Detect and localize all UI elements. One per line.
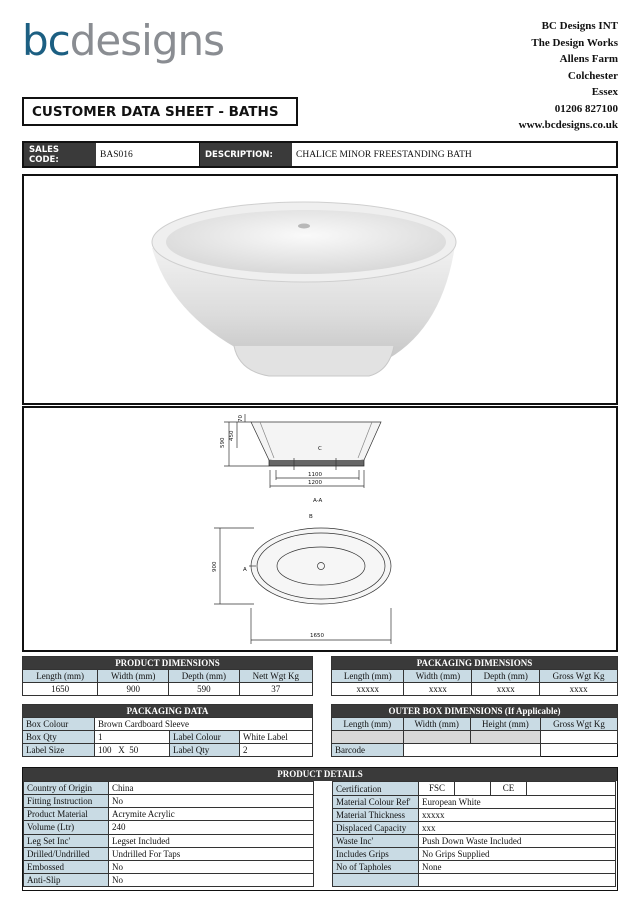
top-view-label: B <box>309 514 313 520</box>
packaging-dimensions-table <box>331 656 618 696</box>
outer-height-cell <box>470 731 540 744</box>
box-colour-label: Box Colour <box>23 718 95 731</box>
header-depth: Depth (mm) <box>472 670 540 683</box>
grips-value: No Grips Supplied <box>419 848 616 861</box>
description-label: DESCRIPTION: <box>200 143 292 166</box>
company-website: www.bcdesigns.co.uk <box>518 119 618 131</box>
packaging-data-table <box>22 704 313 757</box>
header-height: Height (mm) <box>470 718 540 731</box>
header-weight: Gross Wgt Kg <box>541 718 618 731</box>
technical-drawing <box>24 408 616 650</box>
header-weight: Gross Wgt Kg <box>540 670 618 683</box>
country-value: China <box>109 782 314 795</box>
value-width: 900 <box>98 683 169 696</box>
dim-rim-thickness: 70 <box>238 415 244 422</box>
capacity-label: Displaced Capacity <box>333 822 419 835</box>
label-qty-value: 2 <box>240 744 313 757</box>
packaging-data-title: PACKAGING DATA <box>23 705 313 718</box>
value-weight: xxxx <box>540 683 618 696</box>
page-title: CUSTOMER DATA SHEET - BATHS <box>22 97 298 126</box>
antislip-label: Anti-Slip <box>24 873 109 886</box>
label-size-label: Label Size <box>23 744 95 757</box>
value-width: xxxx <box>404 683 472 696</box>
box-qty-value: 1 <box>95 731 170 744</box>
fsc-label: FSC <box>419 782 455 795</box>
bath-photo <box>24 176 616 403</box>
header-width: Width (mm) <box>404 670 472 683</box>
section-marker: A <box>243 567 247 573</box>
description-value: CHALICE MINOR FREESTANDING BATH <box>296 149 472 160</box>
dim-rim-height: 450 <box>229 430 235 441</box>
label-qty-label: Label Qty <box>170 744 240 757</box>
details-left <box>23 781 314 887</box>
tapholes-label: No of Tapholes <box>333 861 419 874</box>
packaging-dimensions-title: PACKAGING DIMENSIONS <box>332 657 618 670</box>
label-colour-label: Label Colour <box>170 731 240 744</box>
box-colour-value: Brown Cardboard Sleeve <box>95 718 313 731</box>
legset-value: Legset Included <box>109 834 314 847</box>
material-label: Product Material <box>24 808 109 821</box>
dim-plan-length: 1650 <box>310 633 324 639</box>
company-phone: 01206 827100 <box>554 102 618 115</box>
value-depth: xxxx <box>472 683 540 696</box>
dim-plan-width: 900 <box>212 561 218 572</box>
outer-box-title: OUTER BOX DIMENSIONS (If Applicable) <box>332 705 618 718</box>
value-depth: 590 <box>169 683 240 696</box>
ce-label: CE <box>491 782 527 795</box>
header-width: Width (mm) <box>403 718 470 731</box>
certification-label: Certification <box>333 782 419 796</box>
country-label: Country of Origin <box>24 782 109 795</box>
thickness-label: Material Thickness <box>333 809 419 822</box>
company-line: BC Designs INT <box>541 20 618 32</box>
label-size-value: 100 X 50 <box>95 744 170 757</box>
embossed-value: No <box>109 860 314 873</box>
header-length: Length (mm) <box>332 718 404 731</box>
header-length: Length (mm) <box>332 670 404 683</box>
drilled-value: Undrilled For Taps <box>109 847 314 860</box>
product-details-title: PRODUCT DETAILS <box>23 768 617 781</box>
sales-code-value: BAS016 <box>96 143 200 166</box>
volume-label: Volume (Ltr) <box>24 821 109 834</box>
details-right <box>332 781 616 887</box>
product-photo-box <box>22 174 618 405</box>
colour-ref-label: Material Colour Ref' <box>333 796 419 809</box>
sales-code-label: SALES CODE: <box>24 143 96 166</box>
header-length: Length (mm) <box>23 670 98 683</box>
technical-drawing-box <box>22 406 618 652</box>
outer-width-cell <box>403 731 470 744</box>
product-dimensions-table <box>22 656 313 696</box>
value-length: xxxxx <box>332 683 404 696</box>
company-line: Colchester <box>567 69 618 82</box>
logo-designs: designs <box>69 16 224 65</box>
label-colour-value: White Label <box>240 731 313 744</box>
fitting-value: No <box>109 795 314 808</box>
product-dimensions-title: PRODUCT DIMENSIONS <box>23 657 313 670</box>
sales-code-bar <box>22 141 618 168</box>
value-length: 1650 <box>23 683 98 696</box>
fitting-label: Fitting Instruction <box>24 795 109 808</box>
barcode-label: Barcode <box>332 744 404 757</box>
volume-value: 240 <box>109 821 314 834</box>
company-line: Essex <box>591 86 618 98</box>
section-label: A-A <box>313 498 323 504</box>
outer-length-cell <box>332 731 404 744</box>
company-line: The Design Works <box>531 36 618 49</box>
company-address <box>519 18 618 134</box>
waste-label: Waste Inc' <box>333 835 419 848</box>
capacity-value: xxx <box>419 822 616 835</box>
box-qty-label: Box Qty <box>23 731 95 744</box>
waste-value: Push Down Waste Included <box>419 835 616 848</box>
company-line: Allens Farm <box>559 53 618 65</box>
header-depth: Depth (mm) <box>169 670 240 683</box>
brand-logo <box>22 14 262 94</box>
colour-ref-value: European White <box>419 796 616 809</box>
product-details-table <box>22 767 618 891</box>
tapholes-value: None <box>419 861 616 874</box>
drilled-label: Drilled/Undrilled <box>24 847 109 860</box>
outer-box-table <box>331 704 618 757</box>
drawing-center-label: C <box>318 446 322 452</box>
barcode-value <box>403 744 540 757</box>
material-value: Acrymite Acrylic <box>109 808 314 821</box>
dim-base-inner: 1100 <box>308 472 322 478</box>
legset-label: Leg Set Inc' <box>24 834 109 847</box>
logo-bc: bc <box>22 16 70 65</box>
header-weight: Nett Wgt Kg <box>239 670 312 683</box>
thickness-value: xxxxx <box>419 809 616 822</box>
grips-label: Includes Grips <box>333 848 419 861</box>
outer-weight-cell <box>541 731 618 744</box>
value-weight: 37 <box>239 683 312 696</box>
antislip-value: No <box>109 873 314 886</box>
header-width: Width (mm) <box>98 670 169 683</box>
embossed-label: Embossed <box>24 860 109 873</box>
dim-base-outer: 1200 <box>308 480 322 486</box>
dim-side-height: 590 <box>220 437 226 448</box>
